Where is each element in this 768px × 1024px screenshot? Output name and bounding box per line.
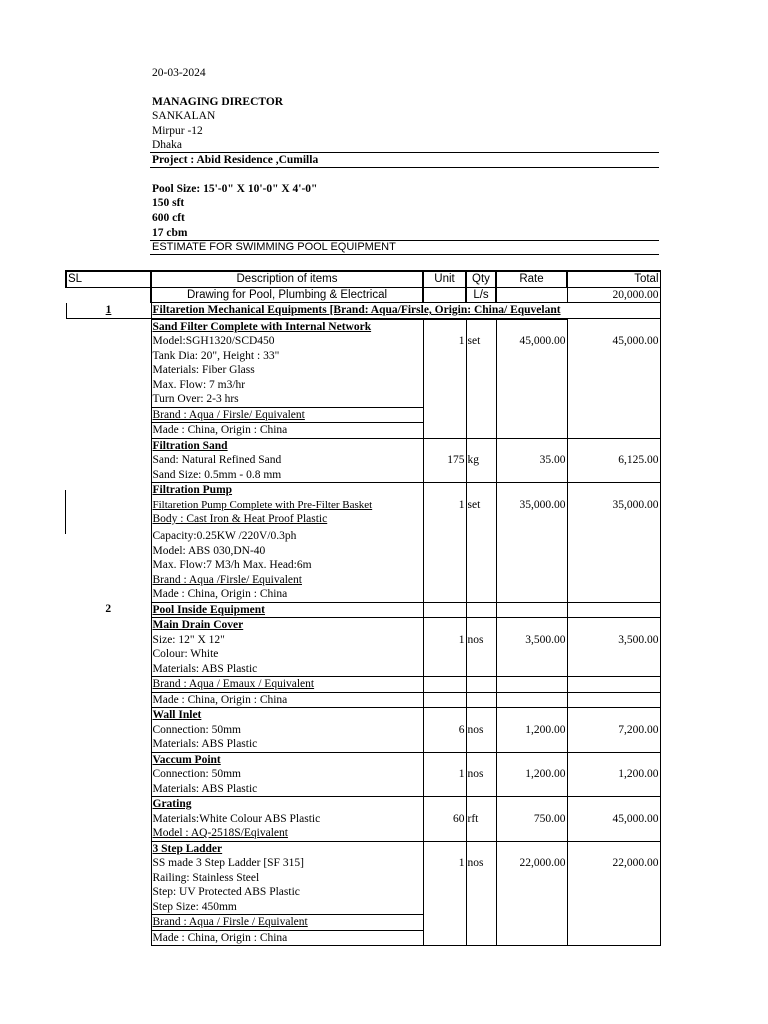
table-row [66, 483, 660, 498]
item-spec: Model:SGH1320/SCD450 [151, 334, 423, 349]
item-spec: Tank Dia: 20", Height : 33" [151, 349, 423, 364]
table-row [66, 378, 660, 393]
drawing-qty: L/s [466, 287, 496, 303]
table-row [66, 498, 660, 513]
table-row [66, 915, 660, 931]
pool-volume-cbm: 17 cbm [152, 227, 188, 239]
item-unit: nos [466, 633, 496, 648]
item-qty: 1 [423, 498, 466, 513]
divider [150, 167, 659, 168]
table-row [66, 767, 660, 782]
item-spec: Filtaretion Pump Complete with Pre-Filter Basket [151, 498, 423, 513]
recipient-title: MANAGING DIRECTOR [152, 96, 284, 108]
item-spec: Capacity:0.25KW /220V/0.3ph [151, 529, 423, 544]
address-line-1: Mirpur -12 [152, 125, 203, 137]
divider [150, 254, 659, 255]
table-row [66, 573, 660, 588]
pool-volume-cft: 600 cft [152, 212, 185, 224]
table-row [66, 856, 660, 871]
item-spec: Made : China, Origin : China [151, 423, 423, 439]
item-total: 6,125.00 [567, 453, 660, 468]
table-row [66, 708, 660, 723]
table-row [66, 900, 660, 915]
item-title: Grating [151, 797, 423, 812]
section-1-title: Filtaretion Mechanical Equipments [Brand: Aqua/Firsle, Origin: China/ Equvelant [151, 303, 567, 319]
item-spec: Body : Cast Iron & Heat Proof Plastic [151, 512, 423, 529]
table-row [66, 723, 660, 738]
section-2-sl: 2 [105, 603, 112, 615]
item-title: Sand Filter Complete with Internal Network [151, 319, 423, 335]
table-row [66, 737, 660, 752]
item-unit: set [466, 334, 496, 349]
item-spec: Sand Size: 0.5mm - 0.8 mm [151, 468, 423, 483]
table-row [66, 930, 660, 946]
item-unit: nos [466, 767, 496, 782]
table-row [66, 453, 660, 468]
item-rate: 35.00 [496, 453, 567, 468]
table-row [66, 885, 660, 900]
table-row [66, 512, 660, 529]
drawing-description: Drawing for Pool, Plumbing & Electrical [151, 287, 423, 303]
item-spec: Materials: ABS Plastic [151, 662, 423, 677]
table-row [66, 529, 660, 544]
item-title: Wall Inlet [151, 708, 423, 723]
item-spec: Max. Flow: 7 m3/hr [151, 378, 423, 393]
estimate-title: ESTIMATE FOR SWIMMING POOL EQUIPMENT [152, 241, 396, 253]
table-row [66, 319, 660, 335]
item-spec: Brand : Aqua / Emaux / Equivalent [151, 677, 423, 693]
item-spec: Max. Flow:7 M3/h Max. Head:6m [151, 558, 423, 573]
col-header-rate: Rate [496, 271, 567, 287]
table-row [66, 618, 660, 633]
item-unit: kg [466, 453, 496, 468]
item-spec: Step Size: 450mm [151, 900, 423, 915]
table-row [66, 423, 660, 439]
item-unit: rft [466, 812, 496, 827]
item-title: Filtration Sand [151, 438, 423, 453]
item-qty: 60 [423, 812, 466, 827]
item-spec: Materials:White Colour ABS Plastic [151, 812, 423, 827]
section-1-sl: 1 [66, 303, 151, 319]
table-row [66, 544, 660, 559]
table-row [66, 797, 660, 812]
item-spec: Brand : Aqua /Firsle/ Equivalent [151, 573, 423, 588]
pool-area: 150 sft [152, 197, 185, 209]
item-spec: Connection: 50mm [151, 723, 423, 738]
item-total: 3,500.00 [567, 633, 660, 648]
item-title: 3 Step Ladder [151, 841, 423, 856]
item-rate: 45,000.00 [496, 334, 567, 349]
item-unit: nos [466, 723, 496, 738]
item-title: Vaccum Point [151, 752, 423, 767]
item-rate: 1,200.00 [496, 767, 567, 782]
table-row [66, 407, 660, 423]
table-row [66, 752, 660, 767]
company-name: SANKALAN [152, 110, 216, 122]
col-header-unit: Unit [423, 271, 466, 287]
item-total: 7,200.00 [567, 723, 660, 738]
table-row [66, 468, 660, 483]
item-total: 22,000.00 [567, 856, 660, 871]
item-total: 45,000.00 [567, 812, 660, 827]
item-unit: nos [466, 856, 496, 871]
item-spec: Model : AQ-2518S/Eqivalent [151, 826, 423, 841]
item-spec: Railing: Stainless Steel [151, 871, 423, 886]
col-header-total: Total [567, 271, 660, 287]
table-header-row [66, 271, 660, 287]
item-spec: Made : China, Origin : China [151, 587, 423, 602]
section-2-title: Pool Inside Equipment [151, 602, 423, 618]
item-spec: Made : China, Origin : China [151, 692, 423, 708]
table-row [66, 782, 660, 797]
item-total: 45,000.00 [567, 334, 660, 349]
table-row [66, 692, 660, 708]
table-row [66, 587, 660, 602]
table-row [66, 363, 660, 378]
table-row [66, 349, 660, 364]
table-row [66, 841, 660, 856]
col-header-qty: Qty [466, 271, 496, 287]
item-rate: 750.00 [496, 812, 567, 827]
table-row [66, 826, 660, 841]
table-row [66, 677, 660, 693]
address-line-2: Dhaka [152, 139, 183, 151]
table-row [66, 871, 660, 886]
item-title: Filtration Pump [151, 483, 423, 498]
item-spec: Sand: Natural Refined Sand [151, 453, 423, 468]
item-spec: Materials: ABS Plastic [151, 782, 423, 797]
item-spec: Brand : Aqua / Firsle/ Equivalent [151, 407, 423, 423]
section-row [66, 303, 660, 319]
table-row [66, 812, 660, 827]
item-spec: Model: ABS 030,DN-40 [151, 544, 423, 559]
item-rate: 35,000.00 [496, 498, 567, 513]
item-qty: 1 [423, 633, 466, 648]
item-qty: 1 [423, 856, 466, 871]
item-spec: Materials: Fiber Glass [151, 363, 423, 378]
item-spec: Turn Over: 2-3 hrs [151, 392, 423, 407]
item-qty: 1 [423, 767, 466, 782]
item-qty: 6 [423, 723, 466, 738]
col-header-sl: SL [66, 271, 151, 287]
item-spec: Connection: 50mm [151, 767, 423, 782]
item-spec: Made : China, Origin : China [151, 930, 423, 946]
table-row [66, 392, 660, 407]
col-header-description: Description of items [151, 271, 423, 287]
item-rate: 3,500.00 [496, 633, 567, 648]
pool-size: Pool Size: 15'-0" X 10'-0" X 4'-0" [152, 183, 318, 195]
item-total: 1,200.00 [567, 767, 660, 782]
item-unit: set [466, 498, 496, 513]
table-row [66, 558, 660, 573]
item-spec: Brand : Aqua / Firsle / Equivalent [151, 915, 423, 931]
item-total: 35,000.00 [567, 498, 660, 513]
estimate-table [65, 270, 661, 946]
drawing-total: 20,000.00 [567, 287, 660, 303]
table-row [66, 334, 660, 349]
table-row [66, 647, 660, 662]
table-row [66, 633, 660, 648]
item-spec: SS made 3 Step Ladder [SF 315] [151, 856, 423, 871]
item-spec: Colour: White [151, 647, 423, 662]
item-rate: 22,000.00 [496, 856, 567, 871]
table-row [66, 662, 660, 677]
item-spec: Size: 12" X 12" [151, 633, 423, 648]
section-row [66, 602, 660, 618]
item-spec: Step: UV Protected ABS Plastic [151, 885, 423, 900]
table-row [66, 438, 660, 453]
project-name: Project : Abid Residence ,Cumilla [152, 154, 319, 166]
letter-date: 20-03-2024 [152, 67, 206, 79]
item-rate: 1,200.00 [496, 723, 567, 738]
item-title: Main Drain Cover [151, 618, 423, 633]
item-qty: 175 [423, 453, 466, 468]
table-row [66, 287, 660, 303]
item-spec: Materials: ABS Plastic [151, 737, 423, 752]
item-qty: 1 [423, 334, 466, 349]
